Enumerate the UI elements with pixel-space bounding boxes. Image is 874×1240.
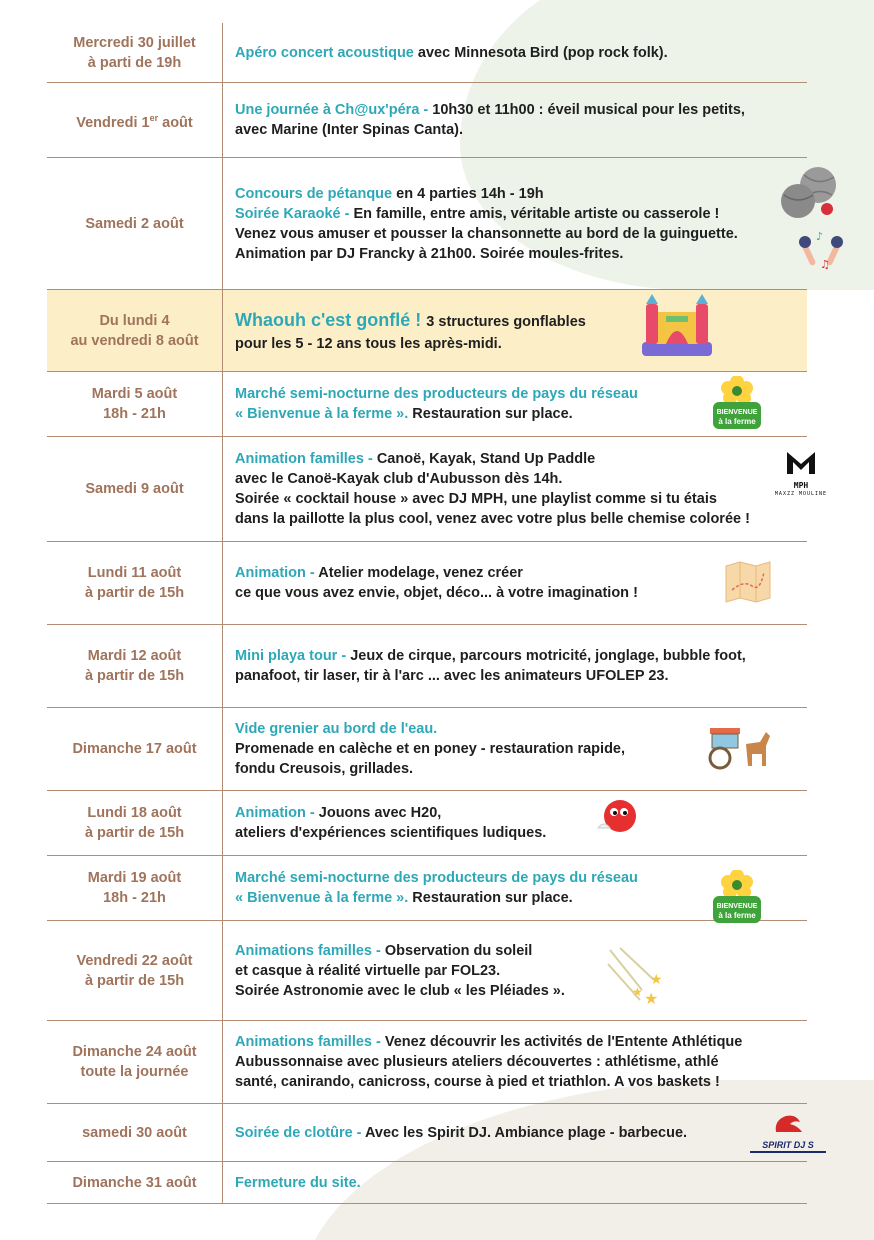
description-line xyxy=(235,204,799,224)
description-text: pour les 5 - 12 ans tous les après-midi. xyxy=(235,335,502,352)
description-line xyxy=(235,43,799,63)
event-title: Mini playa tour - xyxy=(235,648,351,664)
ferme-logo-line2: à la ferme xyxy=(718,417,756,426)
description-line xyxy=(235,449,799,469)
event-date-line: à partir de 15h xyxy=(84,668,185,684)
description-text: Avec les Spirit DJ. Ambiance plage - barbecue. xyxy=(365,1124,688,1141)
description-line xyxy=(235,563,799,583)
schedule-row xyxy=(47,625,807,708)
spirit-djs-logo xyxy=(750,1112,826,1152)
event-date-line: 18h - 21h xyxy=(103,406,166,422)
event-title: « Bienvenue à la ferme ». xyxy=(235,406,409,422)
event-title: Soirée de clotûre - xyxy=(235,1124,365,1141)
event-title: Soirée Karaoké - xyxy=(235,205,354,222)
schedule-row xyxy=(47,372,807,437)
event-description xyxy=(223,449,807,529)
event-description xyxy=(223,184,807,264)
event-date xyxy=(47,856,223,920)
description-text: Soirée Astronomie avec le club « les Pléiades ». xyxy=(235,982,565,999)
description-line xyxy=(235,469,799,489)
event-date-month: août xyxy=(158,114,193,131)
event-date-line: Lundi 18 août xyxy=(87,805,182,821)
description-text: en 4 parties 14h - 19h xyxy=(392,185,544,202)
event-date-line: Mardi 19 août xyxy=(87,870,182,886)
schedule-row xyxy=(47,23,807,83)
description-line xyxy=(235,941,799,961)
description-line xyxy=(235,981,799,1001)
description-text: Observation du soleil xyxy=(384,942,533,959)
description-line xyxy=(235,1173,799,1193)
description-text: Aubussonnaise avec plusieurs ateliers découvertes : athlétisme, athlé xyxy=(235,1054,719,1070)
event-date-ordinal: er xyxy=(149,112,159,123)
bouncy-castle-icon xyxy=(640,290,714,360)
event-date xyxy=(47,1162,223,1203)
event-date-line: à partir de 15h xyxy=(84,825,185,841)
event-date-line: toute la journée xyxy=(80,1064,189,1080)
description-text: Jeux de cirque, parcours motricité, jonglage, bubble foot, xyxy=(350,648,746,664)
description-text: fondu Creusois, grillades. xyxy=(235,761,414,777)
ferme-logo-line1-b: BIENVENUE xyxy=(716,903,758,910)
description-text: Venez découvrir les activités de l'Entente Athlétique xyxy=(384,1034,743,1050)
svg-text:★: ★ xyxy=(644,989,659,1008)
description-line xyxy=(235,244,799,264)
event-date xyxy=(47,921,223,1020)
schedule-row xyxy=(47,708,807,791)
event-date-line: Samedi 2 août xyxy=(85,215,184,232)
description-text: Animation par DJ Francky à 21h00. Soirée moules-frites. xyxy=(235,245,624,262)
event-date xyxy=(47,158,223,289)
event-description xyxy=(223,803,807,843)
event-title: Animation - xyxy=(235,565,319,581)
description-text: ateliers d'expériences scientifiques ludiques. xyxy=(235,825,547,841)
event-title: Marché semi-nocturne des producteurs de pays du réseau xyxy=(235,386,638,402)
event-date-line: à partir de 15h xyxy=(84,972,185,989)
description-line xyxy=(235,666,799,686)
event-date-line: Samedi 9 août xyxy=(85,481,184,497)
bienvenue-ferme-logo-1 xyxy=(712,376,762,430)
event-description xyxy=(223,308,807,354)
event-title: Apéro concert acoustique xyxy=(235,44,414,61)
event-date xyxy=(47,83,223,157)
event-date-line: Mercredi 30 juillet xyxy=(73,34,196,51)
description-line xyxy=(235,120,799,140)
event-description xyxy=(223,563,807,603)
event-date-line xyxy=(76,108,193,133)
description-line xyxy=(235,1123,799,1143)
shooting-stars-icon xyxy=(606,946,666,1008)
event-title: Marché semi-nocturne des producteurs de pays du réseau xyxy=(235,870,638,886)
description-line xyxy=(235,583,799,603)
event-date xyxy=(47,1104,223,1161)
description-text: 10h30 et 11h00 : éveil musical pour les petits, xyxy=(432,102,745,118)
description-text: santé, canirando, canicross, course à pied et triathlon. A vos baskets ! xyxy=(235,1074,720,1090)
description-line xyxy=(235,509,799,529)
event-date-line: Mardi 5 août xyxy=(91,386,178,402)
description-text: ce que vous avez envie, objet, déco... à votre imagination ! xyxy=(235,585,638,601)
svg-text:★: ★ xyxy=(632,985,643,999)
event-date xyxy=(47,542,223,624)
event-title: Animations familles - xyxy=(235,1034,385,1050)
event-title: Whaouh c'est gonflé ! xyxy=(235,309,427,330)
event-date-line: à parti de 19h xyxy=(87,54,182,71)
description-line xyxy=(235,1032,799,1052)
description-line xyxy=(235,308,799,334)
event-date-line: à partir de 15h xyxy=(84,585,185,601)
event-title: Une journée à Ch@ux'péra - xyxy=(235,102,433,118)
description-text: Restauration sur place. xyxy=(408,890,573,906)
event-date xyxy=(47,23,223,82)
event-date-main: Vendredi 1 xyxy=(76,114,150,131)
description-text: Atelier modelage, venez créer xyxy=(318,565,523,581)
description-line xyxy=(235,100,799,120)
karaoke-microphones-icon xyxy=(796,230,850,278)
event-description xyxy=(223,43,807,63)
description-line xyxy=(235,1072,799,1092)
description-text: Promenade en calèche et en poney - restauration rapide, xyxy=(235,741,626,757)
event-date xyxy=(47,437,223,541)
event-description xyxy=(223,1032,807,1092)
science-ball-icon xyxy=(594,796,640,840)
description-line xyxy=(235,334,799,354)
description-text: avec Minnesota Bird (pop rock folk). xyxy=(413,44,668,61)
description-text: dans la paillotte la plus cool, venez avec votre plus belle chemise colorée ! xyxy=(235,511,750,527)
description-text: En famille, entre amis, véritable artiste ou casserole ! xyxy=(353,205,720,222)
description-line xyxy=(235,646,799,666)
map-paper-icon xyxy=(724,560,772,604)
description-text: Restauration sur place. xyxy=(408,406,573,422)
description-line xyxy=(235,184,799,204)
event-date xyxy=(47,372,223,436)
event-date-line: 18h - 21h xyxy=(103,890,166,906)
event-title: Vide grenier au bord de l'eau. xyxy=(235,721,438,737)
description-line xyxy=(235,224,799,244)
svg-text:♫: ♫ xyxy=(820,258,830,271)
ferme-logo-line2-b: à la ferme xyxy=(718,911,756,920)
schedule-row xyxy=(47,437,807,542)
event-date-line: Dimanche 31 août xyxy=(72,1174,197,1191)
schedule-row xyxy=(47,1104,807,1162)
schedule-row xyxy=(47,158,807,290)
event-description xyxy=(223,100,807,140)
ferme-logo-line1: BIENVENUE xyxy=(716,409,758,416)
event-date xyxy=(47,625,223,707)
event-date-line: Dimanche 24 août xyxy=(72,1044,197,1060)
event-date-line: Dimanche 17 août xyxy=(72,741,197,757)
event-date-line: Du lundi 4 xyxy=(99,312,170,329)
description-line xyxy=(235,803,799,823)
event-description xyxy=(223,1173,807,1193)
dragon-icon xyxy=(768,1112,808,1134)
event-title: Concours de pétanque xyxy=(235,185,393,202)
schedule-row xyxy=(47,856,807,921)
event-date-line: au vendredi 8 août xyxy=(70,332,199,349)
event-title: Fermeture du site. xyxy=(235,1174,361,1191)
description-text: 3 structures gonflables xyxy=(426,313,586,330)
spirit-djs-text: SPIRIT DJ S xyxy=(750,1139,826,1153)
event-title: Animations familles - xyxy=(235,942,385,959)
petanque-balls-icon xyxy=(778,165,840,221)
description-text: et casque à réalité virtuelle par FOL23. xyxy=(235,962,501,979)
event-date-line: Vendredi 22 août xyxy=(76,952,193,969)
horse-carriage-icon xyxy=(706,724,776,772)
description-line xyxy=(235,1052,799,1072)
description-text: panafoot, tir laser, tir à l'arc ... avec les animateurs UFOLEP 23. xyxy=(235,668,669,684)
schedule-row xyxy=(47,83,807,158)
schedule-row xyxy=(47,1162,807,1204)
description-line xyxy=(235,961,799,981)
schedule-row xyxy=(47,921,807,1021)
svg-text:★: ★ xyxy=(650,972,663,988)
event-date-line: Mardi 12 août xyxy=(87,648,182,664)
schedule-row xyxy=(47,542,807,625)
description-line xyxy=(235,823,799,843)
description-text: avec Marine (Inter Spinas Canta). xyxy=(235,122,464,138)
description-text: Soirée « cocktail house » avec DJ MPH, une playlist comme si tu étais xyxy=(235,491,717,507)
event-date xyxy=(47,708,223,790)
description-text: Canoë, Kayak, Stand Up Paddle xyxy=(376,451,596,467)
event-description xyxy=(223,941,807,1001)
description-text: Venez vous amuser et pousser la chansonnette au bord de la guinguette. xyxy=(235,225,738,242)
schedule-row xyxy=(47,1021,807,1104)
description-text: Jouons avec H20, xyxy=(318,805,442,821)
event-date xyxy=(47,1021,223,1103)
event-title: Animation familles - xyxy=(235,451,377,467)
bienvenue-ferme-logo-2 xyxy=(712,870,762,924)
event-date-line: samedi 30 août xyxy=(82,1124,187,1141)
mph-dj-logo xyxy=(766,448,836,502)
mph-subtitle: MAXZZ MOULINE xyxy=(774,491,828,497)
description-line xyxy=(235,489,799,509)
svg-text:♪: ♪ xyxy=(816,230,824,243)
event-date xyxy=(47,290,223,371)
mph-title: MPH xyxy=(793,481,809,490)
event-title: « Bienvenue à la ferme ». xyxy=(235,890,409,906)
event-date xyxy=(47,791,223,855)
mph-m-icon xyxy=(785,448,817,476)
event-description xyxy=(223,1123,807,1143)
event-description xyxy=(223,646,807,686)
event-title: Animation - xyxy=(235,805,319,821)
description-text: avec le Canoë-Kayak club d'Aubusson dès 14h. xyxy=(235,471,563,487)
schedule-row xyxy=(47,791,807,856)
schedule-table xyxy=(47,22,807,1204)
event-date-line: Lundi 11 août xyxy=(87,565,182,581)
